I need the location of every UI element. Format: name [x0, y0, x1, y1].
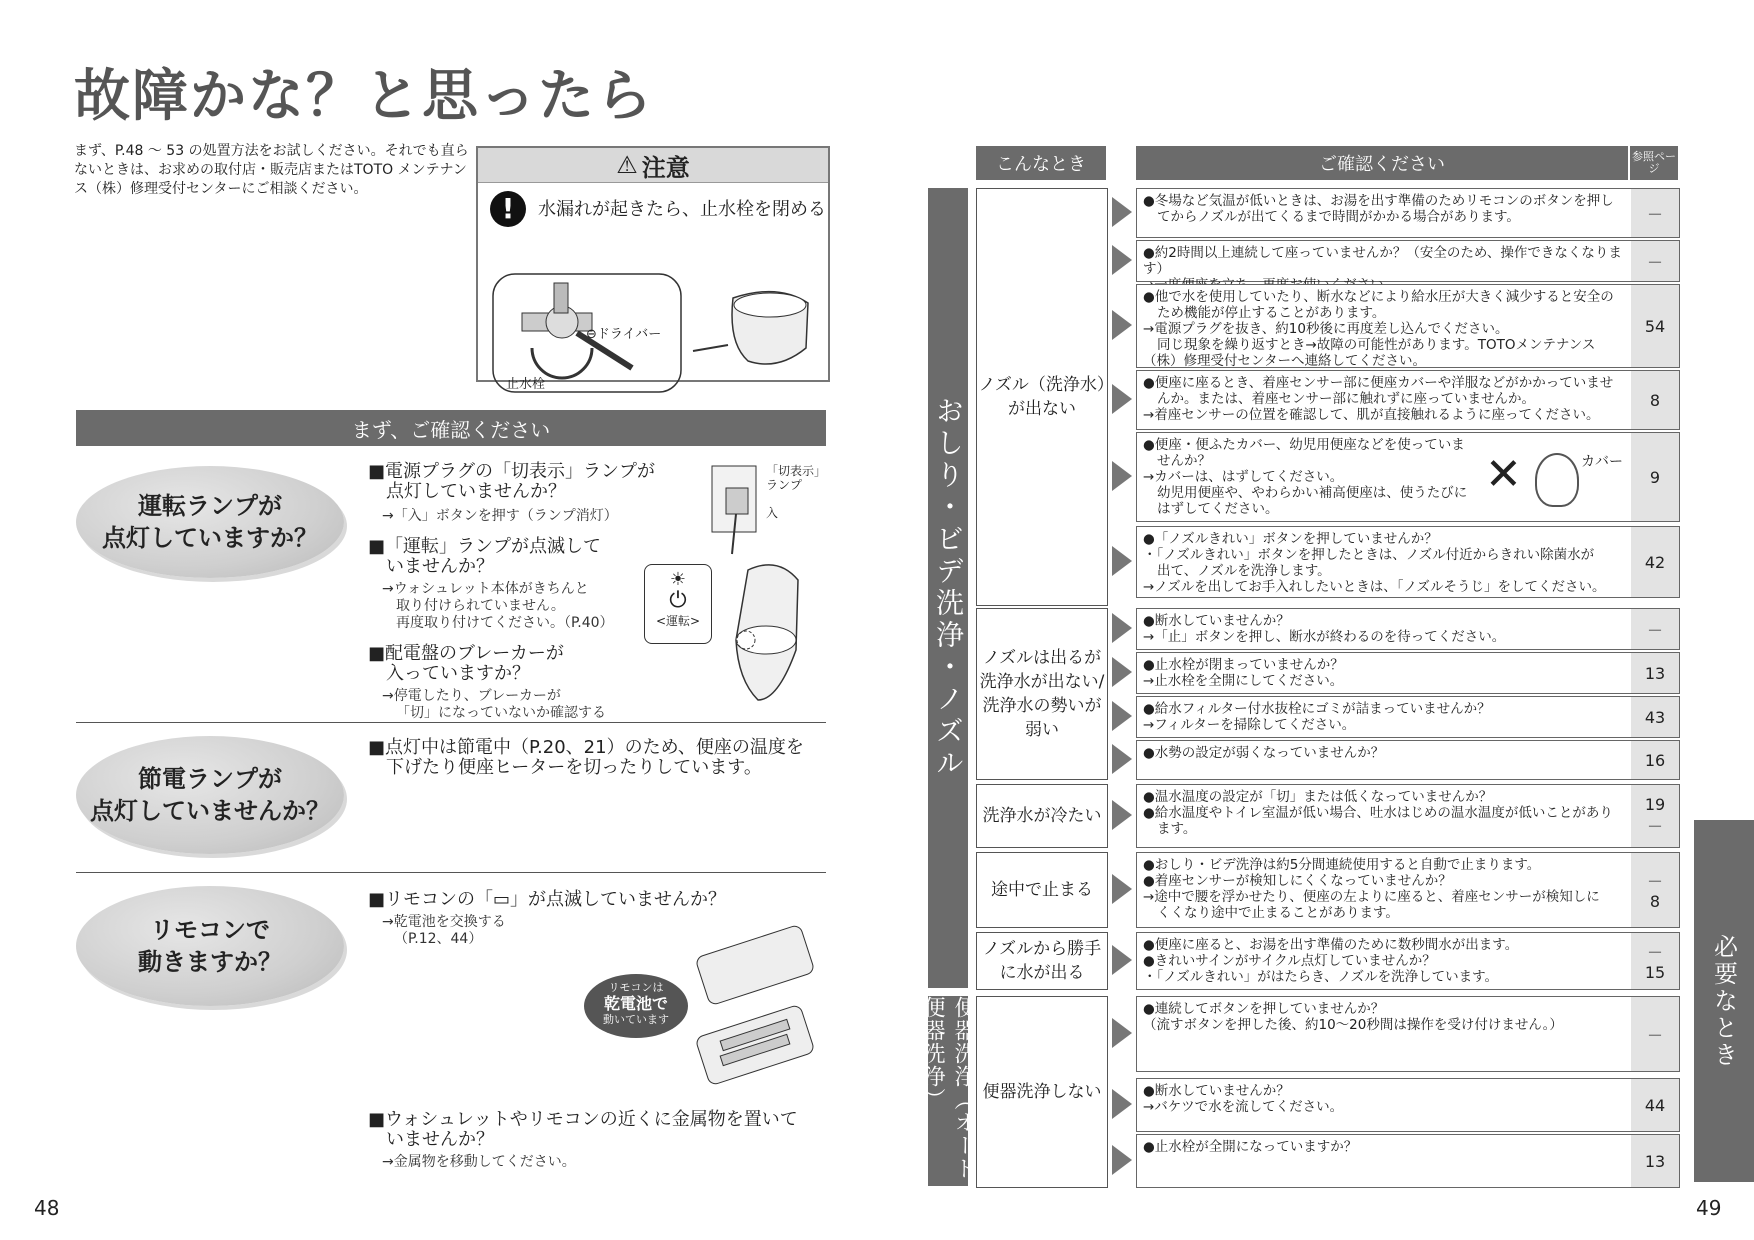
row-line: ●温水温度の設定が「切」または低くなっていませんか？	[1143, 789, 1493, 805]
remote-oval: リモコンで 動きますか？	[76, 886, 344, 1006]
row-arrow-icon	[1112, 310, 1132, 340]
check-row	[1136, 784, 1680, 848]
row-arrow-icon	[1112, 800, 1132, 830]
side-tab: 必要なとき	[1694, 820, 1754, 1182]
ref-page: － 15	[1631, 933, 1679, 989]
row-line: せんか？	[1157, 453, 1211, 469]
row-line: ●連続してボタンを押していませんか？	[1143, 1001, 1385, 1017]
row-line: ●止水栓が閉まっていませんか？	[1143, 657, 1344, 673]
valve-label: 止水栓	[506, 377, 546, 392]
page-number-left: 48	[34, 1196, 60, 1220]
sun-icon: ☀	[669, 569, 687, 590]
caution-box	[476, 146, 830, 392]
check-question: ■点灯中は節電中（P.20、21）のため、便座の温度を 下げたり便座ヒーターを切ったりしています。	[368, 737, 804, 778]
row-line: てからノズルが出てくるまで時間がかかる場合があります。	[1157, 209, 1520, 225]
row-line: ●給水温度やトイレ室温が低い場合、吐水はじめの温水温度が低いことがあり	[1143, 805, 1613, 821]
row-line: んか。または、着座センサー部に触れずに座っていませんか。	[1157, 391, 1535, 407]
row-line: ため機能が停止することがあります。	[1157, 305, 1386, 321]
ref-page: －	[1631, 997, 1679, 1071]
row-line: （流すボタンを押した後、約10～20秒間は操作を受け付けません。）	[1143, 1017, 1563, 1033]
check-question: ■ウォシュレットやリモコンの近くに金属物を置いて いませんか？	[368, 1109, 798, 1150]
row-arrow-icon	[1112, 1089, 1132, 1119]
row-line: →電源プラグを抜き、約10秒後に再度差し込んでください。	[1143, 321, 1509, 337]
caution-heading: 注意	[641, 153, 690, 182]
ref-page: －	[1631, 189, 1679, 237]
warning-triangle-icon: ⚠	[616, 151, 638, 179]
run-lamp-panel: ☀ ⏻ <運転>	[644, 564, 712, 644]
check-row	[1136, 740, 1680, 780]
row-line: ●着座センサーが検知しにくくなっていませんか？	[1143, 873, 1452, 889]
ref-page: 8	[1631, 371, 1679, 429]
check-question: ■電源プラグの「切表示」ランプが 点灯していませんか？	[368, 461, 656, 502]
header-when: こんなとき	[976, 146, 1106, 180]
driver-label: ⊖ドライバー	[586, 327, 662, 342]
row-line: 同じ現象を繰り返すとき→故障の可能性があります。TOTOメンテナンス	[1157, 337, 1596, 353]
row-arrow-icon	[1112, 945, 1132, 975]
cover-label: カバー	[1581, 454, 1623, 470]
category-bowl: 便器洗浄（オート便器洗浄）	[928, 996, 968, 1186]
page-title: 故障かな？と思ったら	[74, 64, 654, 129]
check-row	[1136, 526, 1680, 598]
check-row	[1136, 696, 1680, 738]
caution-text: 水漏れが起きたら、止水栓を閉める	[538, 199, 826, 220]
check-row	[1136, 1134, 1680, 1188]
check-row	[1136, 852, 1680, 928]
row-line: ●他で水を使用していたり、断水などにより給水圧が大きく減少すると安全の	[1143, 289, 1614, 305]
plug-lamp-label: 「切表示」ランプ	[766, 464, 827, 492]
row-line: ●おしり・ビデ洗浄は約5分間連続使用すると自動で止まります。	[1143, 857, 1541, 873]
row-line: ・「ノズルきれい」がはたらき、ノズルを洗浄しています。	[1143, 969, 1499, 985]
row-line: ます。	[1157, 821, 1197, 837]
ref-page: －	[1631, 241, 1679, 281]
ref-page: 9	[1631, 433, 1679, 521]
header-check: ご確認ください	[1136, 146, 1628, 180]
row-line: ●便座に座ると、お湯を出す準備のために数秒間水が出ます。	[1143, 937, 1519, 953]
row-line: ●水勢の設定が弱くなっていませんか？	[1143, 745, 1385, 761]
exclamation-icon: !	[490, 191, 526, 227]
power-save-oval: 節電ランプが 点灯していませんか？	[76, 736, 344, 854]
case-no-water: ノズル（洗浄水）が出ない	[976, 188, 1108, 606]
category-nozzle: おしり・ビデ洗浄・ノズル	[928, 188, 968, 988]
plug-in-label: 入	[766, 506, 779, 520]
row-arrow-icon	[1112, 461, 1132, 491]
row-line: ●「ノズルきれい」ボタンを押していませんか？	[1143, 531, 1438, 547]
ref-page: －	[1631, 609, 1679, 649]
row-line: →カバーは、はずしてください。	[1143, 469, 1344, 485]
row-arrow-icon	[1112, 613, 1132, 643]
row-line: ●便座・便ふたカバー、幼児用便座などを使っていま	[1143, 437, 1465, 453]
row-arrow-icon	[1112, 546, 1132, 576]
case-stops: 途中で止まる	[976, 852, 1108, 928]
check-first-bar: まず、ご確認ください	[76, 410, 826, 446]
check-question: ■配電盤のブレーカーが 入っていますか？	[368, 643, 564, 684]
ref-page: 44	[1631, 1079, 1679, 1131]
ref-page: 43	[1631, 697, 1679, 737]
row-arrow-icon	[1112, 1018, 1132, 1048]
run-lamp-items: ■電源プラグの「切表示」ランプが 点灯していませんか？ →「入」ボタンを押す（ランプ消灯） ■「運転」ランプが点滅して いませんか？ →ウォシュレット本体がきちんと 取り付けられていません。 再度取り付けてください。（P.40） ■配電盤のブレーカーが 入っていますか？ →停電したり、ブレーカーが 「切」になっていないか確認する	[368, 462, 668, 722]
row-arrow-icon	[1112, 657, 1132, 687]
row-arrow-icon	[1112, 245, 1132, 275]
row-arrow-icon	[1112, 1145, 1132, 1175]
check-row	[1136, 608, 1680, 650]
check-row	[1136, 932, 1680, 990]
row-line: →「止」ボタンを押し、断水が終わるのを待ってください。	[1143, 629, 1506, 645]
ref-page: 42	[1631, 527, 1679, 597]
battery-bubble: リモコンは 乾電池で 動いています	[584, 974, 688, 1038]
row-line: ●きれいサインがサイクル点灯していませんか？	[1143, 953, 1436, 969]
ref-page: 13	[1631, 653, 1679, 693]
ref-page: 19 －	[1631, 785, 1679, 847]
row-line: くくなり途中で止まることがあります。	[1157, 905, 1399, 921]
ref-page: － 8	[1631, 853, 1679, 927]
run-lamp-oval: 運転ランプが 点灯していますか？	[76, 466, 344, 578]
row-arrow-icon	[1112, 701, 1132, 731]
cover-icon	[1535, 453, 1579, 507]
row-line: ●便座に座るとき、着座センサー部に便座カバーや洋服などがかかっていませ	[1143, 375, 1614, 391]
row-line: ●断水していませんか？	[1143, 613, 1290, 629]
case-unexpected-water: ノズルから勝手に水が出る	[976, 932, 1108, 990]
toilet-illustration	[688, 283, 818, 373]
power-icon: ⏻	[669, 588, 687, 613]
check-row	[1136, 284, 1680, 368]
check-row	[1136, 432, 1680, 522]
row-line: →バケツで水を流してください。	[1143, 1099, 1344, 1115]
row-line: →着座センサーの位置を確認して、肌が直接触れるように座ってください。	[1143, 407, 1600, 423]
row-line: ・「ノズルきれい」ボタンを押したときは、ノズル付近からきれい除菌水が	[1143, 547, 1595, 563]
row-line: ●断水していませんか？	[1143, 1083, 1290, 1099]
check-row	[1136, 240, 1680, 282]
washlet-illustration	[718, 560, 818, 710]
row-line: →フィルターを掃除してください。	[1143, 717, 1356, 733]
header-page: 参照ページ	[1630, 146, 1678, 180]
row-line: はずしてください。	[1157, 501, 1279, 517]
check-question: ■「運転」ランプが点滅して いませんか？	[368, 536, 602, 577]
row-line: →途中で腰を浮かせたり、便座の左よりに座ると、着座センサーが検知しに	[1143, 889, 1600, 905]
row-line: （株）修理受付センターへ連絡してください。	[1143, 353, 1426, 369]
row-arrow-icon	[1112, 384, 1132, 414]
row-line: 出て、ノズルを洗浄します。	[1157, 563, 1331, 579]
case-bowl-no-flush: 便器洗浄しない	[976, 996, 1108, 1188]
check-row	[1136, 996, 1680, 1072]
row-line: →止水栓を全開にしてください。	[1143, 673, 1344, 689]
row-arrow-icon	[1112, 874, 1132, 904]
remote-battery-illustration	[690, 900, 820, 1090]
cross-icon: ✕	[1485, 449, 1522, 500]
check-row	[1136, 1078, 1680, 1132]
case-weak-water: ノズルは出るが洗浄水が出ない/洗浄水の勢いが弱い	[976, 608, 1108, 780]
row-line: ●給水フィルター付水抜栓にゴミが詰まっていませんか？	[1143, 701, 1491, 717]
page-number-right: 49	[1696, 1196, 1722, 1220]
row-line: 幼児用便座や、やわらかい補高便座は、使うたびに	[1157, 485, 1468, 501]
row-line: →ノズルを出してお手入れしたいときは、「ノズルそうじ」をしてください。	[1143, 579, 1606, 595]
ref-page: 13	[1631, 1135, 1679, 1187]
check-row	[1136, 188, 1680, 238]
row-line: ●止水栓が全開になっていますか？	[1143, 1139, 1358, 1155]
case-cold-water: 洗浄水が冷たい	[976, 784, 1108, 848]
row-arrow-icon	[1112, 197, 1132, 227]
row-arrow-icon	[1112, 744, 1132, 774]
ref-page: 16	[1631, 741, 1679, 779]
ref-page: 54	[1631, 285, 1679, 367]
check-question: ■リモコンの「▭」が点滅していませんか？	[368, 889, 727, 910]
caution-header	[478, 148, 828, 183]
power-plug-illustration	[706, 460, 766, 556]
check-row	[1136, 652, 1680, 694]
check-row	[1136, 370, 1680, 430]
row-line: ●冬場など気温が低いときは、お湯を出す準備のためリモコンのボタンを押し	[1143, 193, 1614, 209]
row-line: ●約2時間以上連続して座っていませんか？（安全のため、操作できなくなります）	[1143, 245, 1622, 277]
intro-text: まず、P.48 ～ 53 の処置方法をお試しください。それでも直らないときは、お求めの取付店・販売店またはTOTO メンテナンス（株）修理受付センターにご相談ください。	[74, 143, 469, 197]
